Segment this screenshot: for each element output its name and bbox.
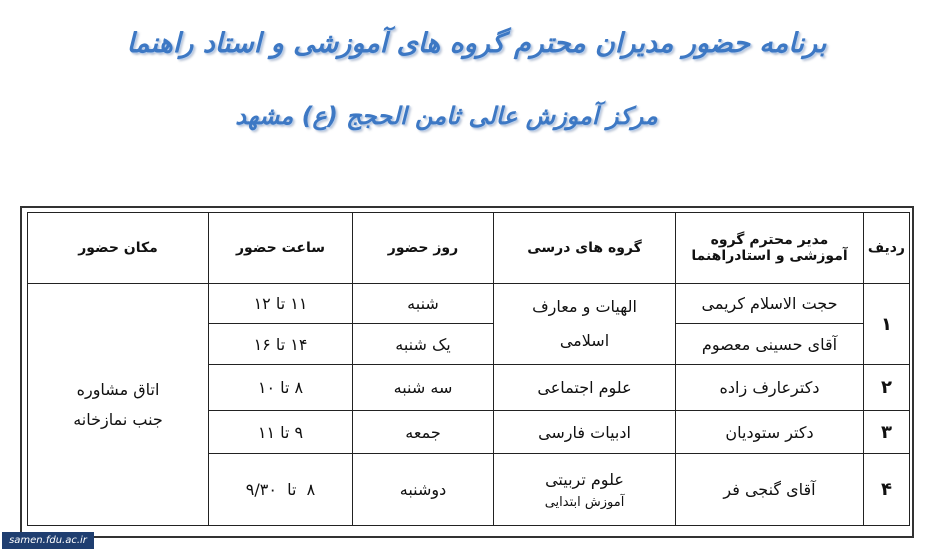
header-day: روز حضور — [353, 213, 494, 284]
time-cell: ۹ تا ۱۱ — [209, 411, 353, 454]
header-time: ساعت حضور — [209, 213, 353, 284]
manager-cell: آقای گنجی فر — [676, 454, 864, 526]
row-number: ۴ — [864, 454, 910, 526]
table-row — [28, 284, 910, 324]
page-subtitle: مرکز آموزش عالی ثامن الحجج (ع) مشهد — [235, 102, 658, 130]
groups-cell: علوم اجتماعی — [494, 365, 676, 411]
schedule-table — [27, 212, 910, 526]
time-cell: ۸ تا ۹/۳۰ — [209, 454, 353, 526]
manager-cell: حجت الاسلام کریمی — [676, 284, 864, 324]
day-cell: جمعه — [353, 411, 494, 454]
groups-cell: الهیات و معارف اسلامی — [494, 284, 676, 365]
day-cell: سه شنبه — [353, 365, 494, 411]
row-number: ۱ — [864, 284, 910, 365]
manager-cell: دکترعارف زاده — [676, 365, 864, 411]
manager-cell: آقای حسینی معصوم — [676, 324, 864, 365]
manager-cell: دکتر ستودیان — [676, 411, 864, 454]
site-logo[interactable]: samen.fdu.ac.ir — [2, 532, 94, 549]
day-cell: شنبه — [353, 284, 494, 324]
time-cell: ۱۱ تا ۱۲ — [209, 284, 353, 324]
header-place: مکان حضور — [28, 213, 209, 284]
row-number: ۳ — [864, 411, 910, 454]
page-title: برنامه حضور مدیران محترم گروه های آموزشی و استاد راهنما — [126, 28, 827, 59]
row-number: ۲ — [864, 365, 910, 411]
time-cell: ۱۴ تا ۱۶ — [209, 324, 353, 365]
place-cell: اتاق مشاوره جنب نمازخانه — [28, 284, 209, 526]
header-manager: مدیر محترم گروه آموزشی و استادراهنما — [676, 213, 864, 284]
time-cell: ۸ تا ۱۰ — [209, 365, 353, 411]
day-cell: دوشنبه — [353, 454, 494, 526]
table-header-row — [28, 213, 910, 284]
groups-line-1: علوم تربیتی — [545, 469, 624, 489]
header-row-number: ردیف — [864, 213, 910, 284]
groups-line-2: آموزش ابتدایی — [544, 494, 625, 510]
day-cell: یک شنبه — [353, 324, 494, 365]
groups-cell — [494, 454, 676, 526]
header-groups: گروه های درسی — [494, 213, 676, 284]
groups-cell: ادبیات فارسی — [494, 411, 676, 454]
